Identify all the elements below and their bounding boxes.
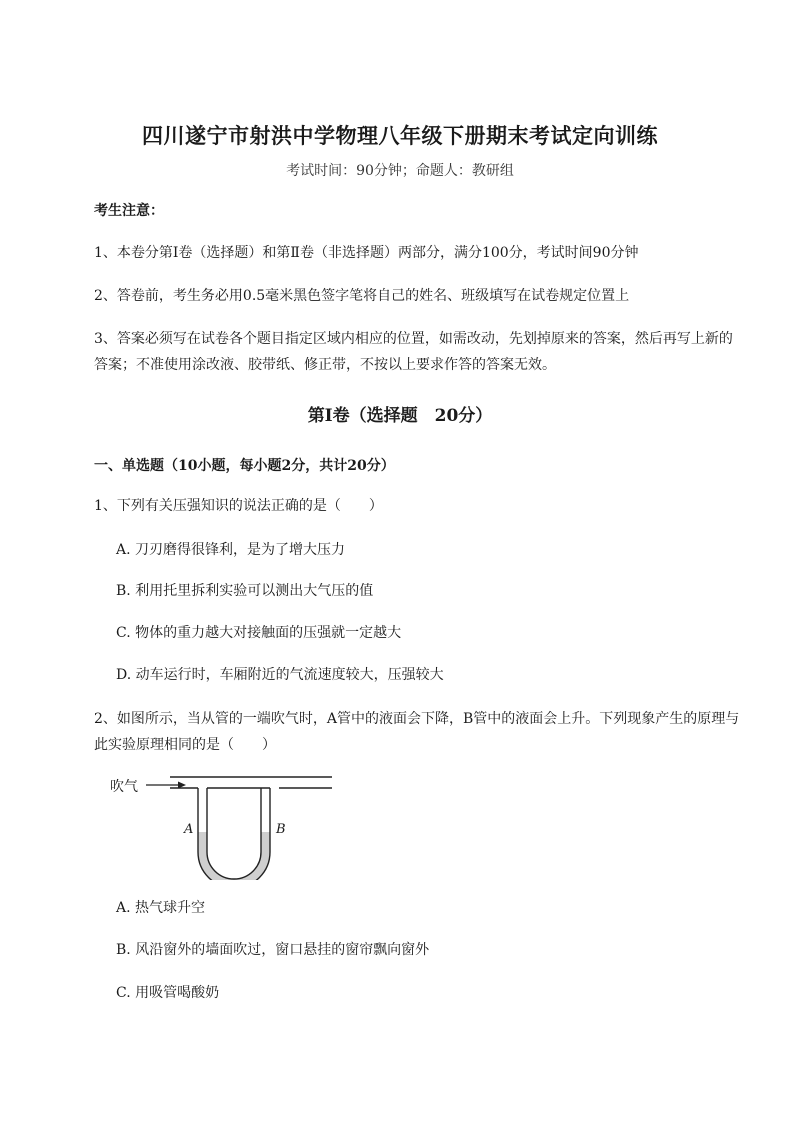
notice-item-3: 3、答案必须写在试卷各个题目指定区域内相应的位置，如需改动，先划掉原来的答案，然后再写上新的答案；不准使用涂改液、胶带纸、修正带，不按以上要求作答的答案无效。	[94, 331, 733, 373]
question-1-option-b: B. 利用托里拆利实验可以测出大气压的值	[116, 583, 374, 599]
question-1-option-a: A. 刀刃磨得很锋利，是为了增大压力	[116, 542, 346, 558]
page-title: 四川遂宁市射洪中学物理八年级下册期末考试定向训练	[142, 123, 658, 148]
question-2-option-b: B. 风沿窗外的墙面吹过，窗口悬挂的窗帘飘向窗外	[116, 942, 430, 958]
liquid-fill	[198, 832, 270, 880]
tube-a-label: A	[184, 822, 194, 837]
question-1-stem: 1、下列有关压强知识的说法正确的是（ ）	[94, 498, 383, 514]
blow-label: 吹气	[110, 779, 138, 795]
section-title: 第Ⅰ卷（选择题 20分）	[307, 406, 493, 426]
question-2-stem: 2、如图所示，当从管的一端吹气时，A管中的液面会下降，B管中的液面会上升。下列现象产生的原理与此实验原理相同的是（ ）	[94, 711, 740, 753]
question-1-option-d: D. 动车运行时，车厢附近的气流速度较大，压强较大	[116, 667, 444, 683]
exam-subtitle: 考试时间：90分钟；命题人：教研组	[286, 163, 514, 179]
u-tube-inner	[207, 788, 261, 879]
notice-heading: 考生注意：	[94, 203, 164, 219]
part-heading: 一、单选题（10小题，每小题2分，共计20分）	[94, 458, 395, 474]
notice-item-2: 2、答卷前，考生务必用0.5毫米黑色签字笔将自己的姓名、班级填写在试卷规定位置上	[94, 288, 630, 304]
question-2-option-c: C. 用吸管喝酸奶	[116, 985, 220, 1001]
question-2-option-a: A. 热气球升空	[116, 900, 206, 916]
tube-b-label: B	[276, 822, 286, 837]
u-tube-figure	[110, 770, 360, 880]
notice-item-1: 1、本卷分第Ⅰ卷（选择题）和第Ⅱ卷（非选择题）两部分，满分100分，考试时间90分钟	[94, 245, 639, 261]
question-1-option-c: C. 物体的重力越大对接触面的压强就一定越大	[116, 625, 402, 641]
